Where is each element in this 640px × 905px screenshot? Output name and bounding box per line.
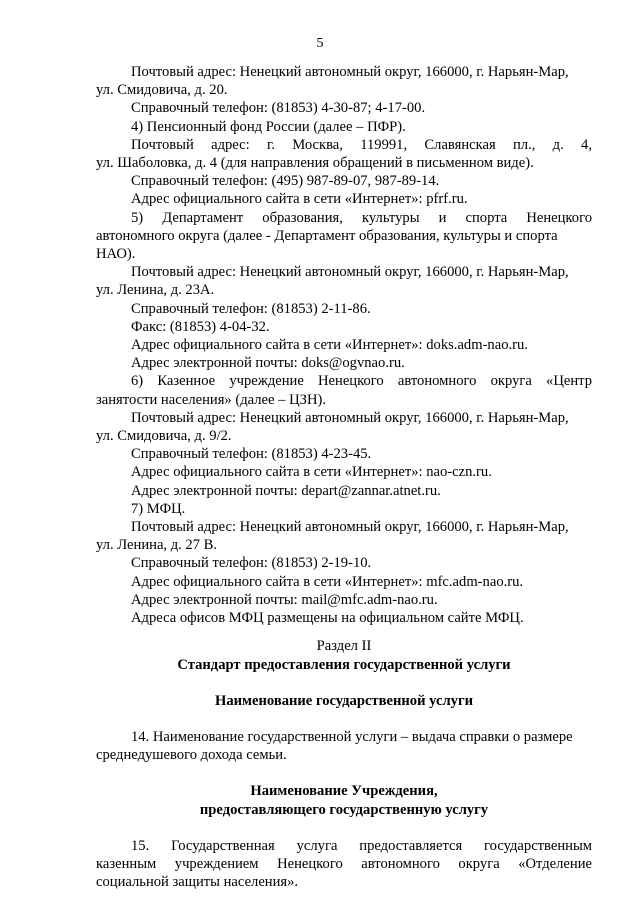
heading-service-name: Наименование государственной услуги [215, 692, 473, 709]
document-body [96, 63, 592, 891]
text-line: 6) Казенное учреждение Ненецкого автономного округа «Центр [131, 373, 592, 390]
section-title: Стандарт предоставления государственной услуги [177, 656, 511, 673]
text-line: 7) МФЦ. [131, 500, 186, 517]
section-label: Раздел II [316, 638, 372, 655]
text-line: Факс: (81853) 4-04-32. [131, 318, 270, 335]
text-line: Адрес официального сайта в сети «Интернет»: doks.adm-nao.ru. [131, 337, 528, 354]
text-line: Справочный телефон: (495) 987-89-07, 987-89-14. [131, 173, 440, 190]
text-line: занятости населения» (далее – ЦЗН). [96, 391, 327, 408]
item-14-line: 14. Наименование государственной услуги – выдача справки о размере [131, 728, 573, 745]
heading-institution: предоставляющего государственную услугу [199, 801, 489, 818]
item-15-line: казенным учреждением Ненецкого автономного округа «Отделение [96, 855, 592, 872]
item-15-line: 15. Государственная услуга предоставляется государственным [131, 837, 592, 854]
text-line: Почтовый адрес: Ненецкий автономный округ, 166000, г. Нарьян-Мар, [131, 519, 569, 536]
text-line: автономного округа (далее - Департамент образования, культуры и спорта [96, 227, 558, 244]
text-line: Почтовый адрес: г. Москва, 119991, Славянская пл., д. 4, [131, 136, 592, 153]
text-line: Адреса офисов МФЦ размещены на официальном сайте МФЦ. [131, 610, 524, 627]
text-line: Справочный телефон: (81853) 4-30-87; 4-17-00. [131, 100, 426, 117]
text-line: Справочный телефон: (81853) 2-19-10. [131, 555, 372, 572]
text-line: Справочный телефон: (81853) 2-11-86. [131, 300, 371, 317]
text-line: 5) Департамент образования, культуры и спорта Ненецкого [131, 209, 592, 226]
text-line: 4) Пенсионный фонд России (далее – ПФР). [131, 118, 406, 135]
text-line: ул. Шаболовка, д. 4 (для направления обращений в письменном виде). [96, 155, 534, 172]
text-line: Почтовый адрес: Ненецкий автономный округ, 166000, г. Нарьян-Мар, [131, 64, 569, 80]
text-line: ул. Смидовича, д. 9/2. [96, 428, 232, 445]
text-line: Адрес официального сайта в сети «Интернет»: pfrf.ru. [131, 191, 468, 208]
text-line: Адрес официального сайта в сети «Интернет»: mfc.adm-nao.ru. [131, 573, 524, 590]
heading-institution: Наименование Учреждения, [250, 783, 438, 800]
text-line: Адрес электронной почты: mail@mfc.adm-nao.ru. [131, 591, 438, 608]
text-line: ул. Ленина, д. 23А. [96, 282, 215, 299]
page-number: 5 [316, 36, 324, 51]
text-line: НАО). [96, 246, 136, 263]
text-line: ул. Смидовича, д. 20. [96, 82, 228, 99]
item-14-line: среднедушевого дохода семьи. [96, 747, 287, 764]
text-line: Адрес электронной почты: depart@zannar.atnet.ru. [131, 482, 441, 499]
text-line: ул. Ленина, д. 27 В. [96, 537, 218, 554]
text-line: Адрес электронной почты: doks@ogvnao.ru. [131, 355, 405, 372]
text-line: Почтовый адрес: Ненецкий автономный округ, 166000, г. Нарьян-Мар, [131, 264, 569, 281]
text-line: Справочный телефон: (81853) 4-23-45. [131, 446, 372, 463]
text-line: Адрес официального сайта в сети «Интернет»: nao-czn.ru. [131, 464, 492, 481]
item-15-line: социальной защиты населения». [96, 874, 299, 891]
text-line: Почтовый адрес: Ненецкий автономный округ, 166000, г. Нарьян-Мар, [131, 409, 569, 426]
